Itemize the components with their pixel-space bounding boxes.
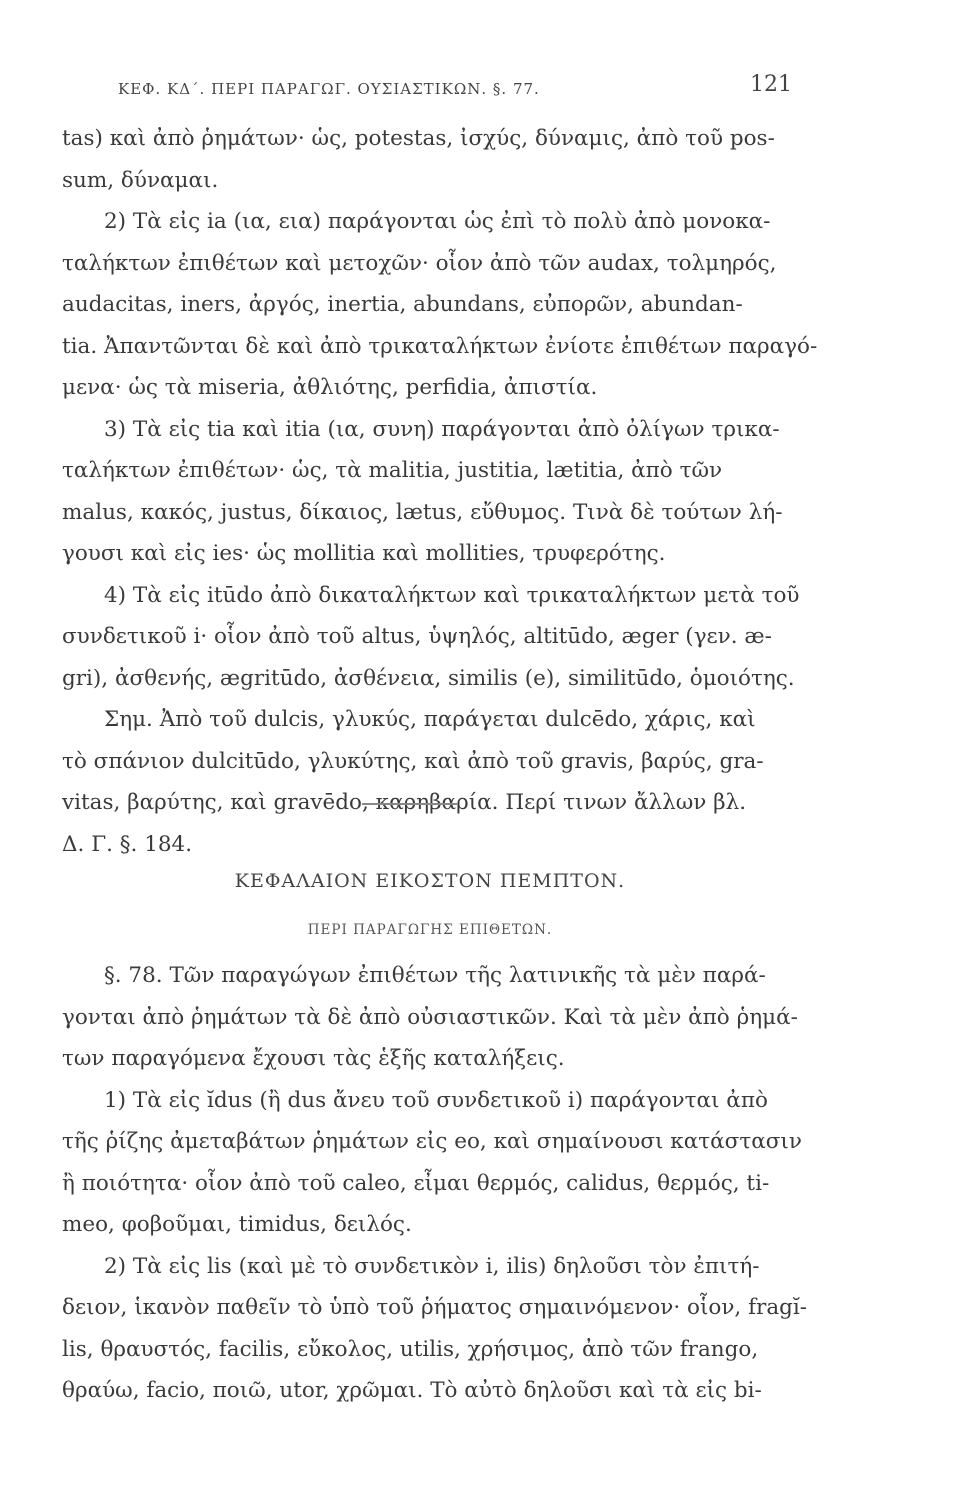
text-line: malus, κακός, justus, δίκαιος, lætus, εὔθυμος. Τινὰ δὲ τούτων λή- xyxy=(62,499,783,525)
text-line: συνδετικοῦ i· οἷον ἀπὸ τοῦ altus, ὑψηλός, altitūdo, æger (γεν. æ- xyxy=(62,624,772,649)
text-line: 1) Τὰ εἰς ĭdus (ἢ dus ἄνευ τοῦ συνδετικοῦ i) παράγονται ἀπὸ xyxy=(104,1087,768,1113)
text-line: 2) Τὰ εἰς ia (ια, εια) παράγονται ὡς ἐπὶ τὸ πολὺ ἀπὸ μονοκα- xyxy=(104,209,771,234)
text-line: audacitas, iners, ἀργός, inertia, abundans, εὐπορῶν, abundan- xyxy=(62,292,743,317)
text-line: δειον, ἱκανὸν παθεῖν τὸ ὑπὸ τοῦ ῥήματος σημαινόμενον· οἷον, fragĭ- xyxy=(62,1295,808,1320)
text-line: γουσι καὶ εἰς ies· ὡς mollitia καὶ mollities, τρυφερότης. xyxy=(62,541,666,566)
text-line: lis, θραυστός, facilis, εὔκολος, utilis, χρήσιμος, ἀπὸ τῶν frango, xyxy=(62,1336,759,1362)
chapter-subtitle: ΠΕΡΙ ΠΑΡΑΓΩΓΗΣ ΕΠΙΘΕΤΩΝ. xyxy=(307,922,553,938)
text-line: μενα· ὡς τὰ miseria, ἀθλιότης, perfidia, ἀπιστία. xyxy=(62,375,598,400)
section-divider xyxy=(362,803,458,805)
text-line: 4) Τὰ εἰς itūdo ἀπὸ δικαταλήκτων καὶ τρικαταλήκτων μετὰ τοῦ xyxy=(104,582,800,608)
text-line: Δ. Γ. §. 184. xyxy=(62,831,193,857)
page-number: 121 xyxy=(750,72,792,97)
text-line: Σημ. Ἀπὸ τοῦ dulcis, γλυκύς, παράγεται dulcēdo, χάρις, καὶ xyxy=(104,707,756,732)
text-line: γονται ἀπὸ ῥημάτων τὰ δὲ ἀπὸ οὐσιαστικῶν. Καὶ τὰ μὲν ἀπὸ ῥημά- xyxy=(62,1004,798,1030)
running-head: ΚΕΦ. ΚΔ΄. ΠΕΡΙ ΠΑΡΑΓΩΓ. ΟΥΣΙΑΣΤΙΚΩΝ. §. 77. xyxy=(118,80,540,98)
text-line: τῆς ῥίζης ἀμεταβάτων ῥημάτων εἰς eo, καὶ σημαίνουσι κατάστασιν xyxy=(62,1129,802,1154)
text-line: gri), ἀσθενής, ægritūdo, ἀσθένεια, similis (e), similitūdo, ὁμοιότης. xyxy=(62,665,795,691)
text-line: ταλήκτων ἐπιθέτων καὶ μετοχῶν· οἷον ἀπὸ τῶν audax, τολμηρός, xyxy=(62,250,777,276)
text-line: ταλήκτων ἐπιθέτων· ὡς, τὰ malitia, justitia, lætitia, ἀπὸ τῶν xyxy=(62,458,723,483)
text-line: 3) Τὰ εἰς tia καὶ itia (ια, συνη) παράγονται ἀπὸ ὀλίγων τρικα- xyxy=(104,416,780,442)
text-line: των παραγόμενα ἔχουσι τὰς ἑξῆς καταλήξεις. xyxy=(62,1046,565,1071)
text-line: 2) Τὰ εἰς lis (καὶ μὲ τὸ συνδετικὸν i, ilis) δηλοῦσι τὸν ἐπιτή- xyxy=(104,1253,760,1279)
text-line: sum, δύναμαι. xyxy=(62,167,219,193)
text-line: θραύω, facio, ποιῶ, utor, χρῶμαι. Τὸ αὐτὸ δηλοῦσι καὶ τὰ εἰς bi- xyxy=(62,1378,762,1403)
text-line: τὸ σπάνιον dulcitūdo, γλυκύτης, καὶ ἀπὸ τοῦ gravis, βαρύς, gra- xyxy=(62,748,764,774)
text-line: §. 78. Τῶν παραγώγων ἐπιθέτων τῆς λατινικῆς τὰ μὲν παρά- xyxy=(104,963,766,988)
text-line: tas) καὶ ἀπὸ ῥημάτων· ὡς, potestas, ἰσχύς, δύναμις, ἀπὸ τοῦ pos- xyxy=(62,126,775,151)
text-line: tia. Ἀπαντῶνται δὲ καὶ ἀπὸ τρικαταλήκτων ἐνίοτε ἐπιθέτων παραγό- xyxy=(62,333,818,359)
text-line: meo, φοβοῦμαι, timidus, δειλός. xyxy=(62,1212,412,1237)
text-line: ἢ ποιότητα· οἷον ἀπὸ τοῦ caleo, εἶμαι θερμός, calidus, θερμός, ti- xyxy=(62,1170,770,1196)
chapter-title: ΚΕΦΑΛΑΙΟΝ ΕΙΚΟΣΤΟΝ ΠΕΜΠΤΟΝ. xyxy=(234,870,626,892)
section-two-text xyxy=(62,955,818,1412)
text-line: vitas, βαρύτης, καὶ gravēdo, καρηβαρία. Περί τινων ἄλλων βλ. xyxy=(62,790,747,815)
section-one-text xyxy=(62,118,818,865)
